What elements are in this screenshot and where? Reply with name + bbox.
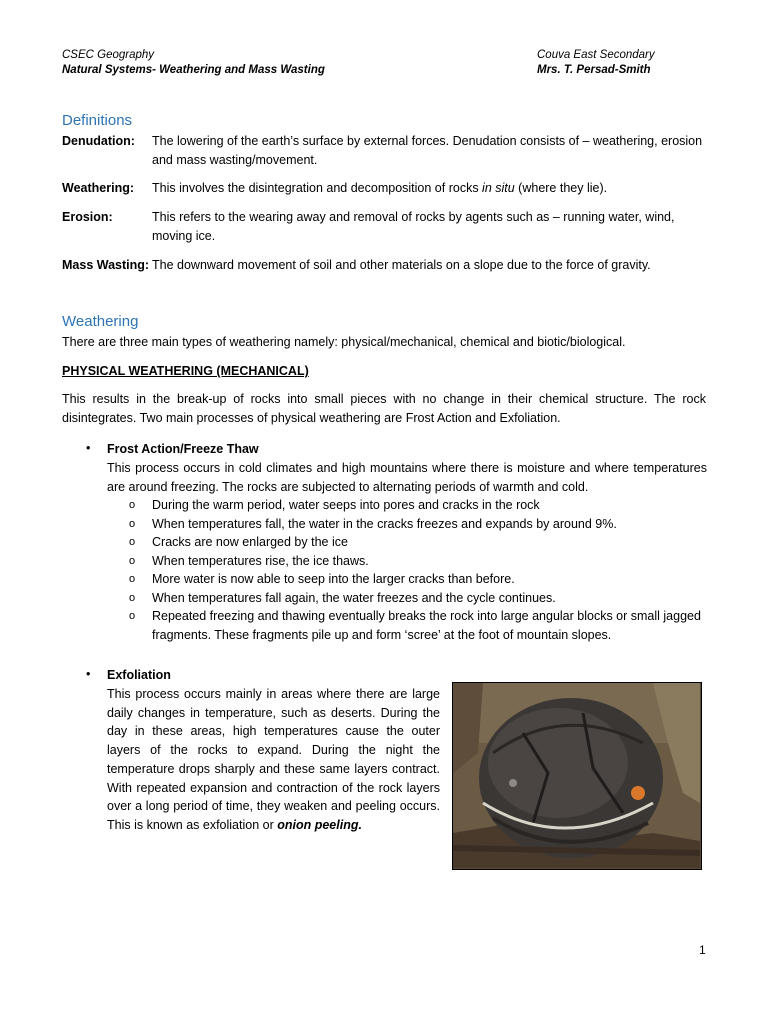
header-right (537, 48, 655, 78)
list-item: o When temperatures fall, the water in the cracks freezes and expands by around 9%. (129, 516, 617, 531)
def-term-weathering: Weathering: (62, 181, 134, 195)
exfoliation-title: Exfoliation (107, 668, 171, 682)
physical-weathering-heading: PHYSICAL WEATHERING (MECHANICAL) (62, 364, 309, 378)
exfoliation-text: This process occurs mainly in areas where there are large daily changes in temperature, such as deserts. During the day in these areas, high temperatures cause the outer layers of the rocks to expand. During the night the temperature drops sharply and these same layers contract. With repeated expansion and contraction of the rock layers over a long period of time, they weaken and peeling occurs. This is known as exfoliation or onion peeling. (107, 687, 440, 832)
frost-title: Frost Action/Freeze Thaw (107, 442, 259, 456)
page-number: 1 (699, 943, 706, 957)
exfoliation-boulder-photo (452, 682, 702, 870)
weathering-heading: Weathering (62, 313, 139, 330)
onion-peeling-emphasis: onion peeling. (277, 817, 362, 832)
list-item: o Repeated freezing and thawing eventually breaks the rock into large angular blocks or small jagged fragments. These fragments pile up and form ‘scree’ at the foot of mountain slopes. (129, 609, 701, 642)
topic-title: Natural Systems- Weathering and Mass Wasting (62, 64, 325, 76)
frost-steps-list (107, 496, 707, 644)
list-item: o During the warm period, water seeps into pores and cracks in the rock (129, 498, 540, 512)
def-text-denudation: The lowering of the earth’s surface by external forces. Denudation consists of – weathering, erosion and mass wasting/movement. (152, 134, 703, 167)
def-term-erosion: Erosion: (62, 210, 113, 224)
def-text-mass-wasting: The downward movement of soil and other materials on a slope due to the force of gravity. (152, 258, 651, 272)
teacher-name: Mrs. T. Persad-Smith (537, 64, 651, 76)
in-situ-italic: in situ (482, 181, 515, 195)
boulder-illustration (453, 683, 700, 868)
definitions-heading: Definitions (62, 112, 133, 129)
list-item: o When temperatures fall again, the water freezes and the cycle continues. (129, 590, 556, 605)
list-item: o When temperatures rise, the ice thaws. (129, 553, 369, 568)
list-item: o Cracks are now enlarged by the ice (129, 535, 348, 549)
def-text-erosion: This refers to the wearing away and removal of rocks by agents such as – running water, wind, moving ice. (152, 210, 675, 243)
bullet-exfoliation: • (86, 667, 91, 681)
school-name: Couva East Secondary (537, 49, 655, 61)
course-title: CSEC Geography (62, 49, 155, 61)
bullet-frost: • (86, 441, 91, 455)
frost-text: This process occurs in cold climates and high mountains where there is moisture and where temperatures are around freezing. The rocks are subjected to alternating periods of warmth and cold. (107, 461, 707, 494)
def-term-denudation: Denudation: (62, 134, 135, 148)
header-left (62, 48, 325, 78)
def-term-mass-wasting: Mass Wasting: (62, 258, 150, 272)
list-item: o More water is now able to seep into the larger cracks than before. (129, 572, 515, 586)
physical-weathering-text: This results in the break-up of rocks into small pieces with no change in their chemical structure. The rock disintegrates. Two main processes of physical weathering are Frost Action and Exfoliation. (62, 392, 706, 425)
def-text-weathering: This involves the disintegration and decomposition of rocks in situ (where they lie). (152, 181, 608, 195)
weathering-intro: There are three main types of weathering namely: physical/mechanical, chemical and biotic/biological. (62, 335, 626, 349)
